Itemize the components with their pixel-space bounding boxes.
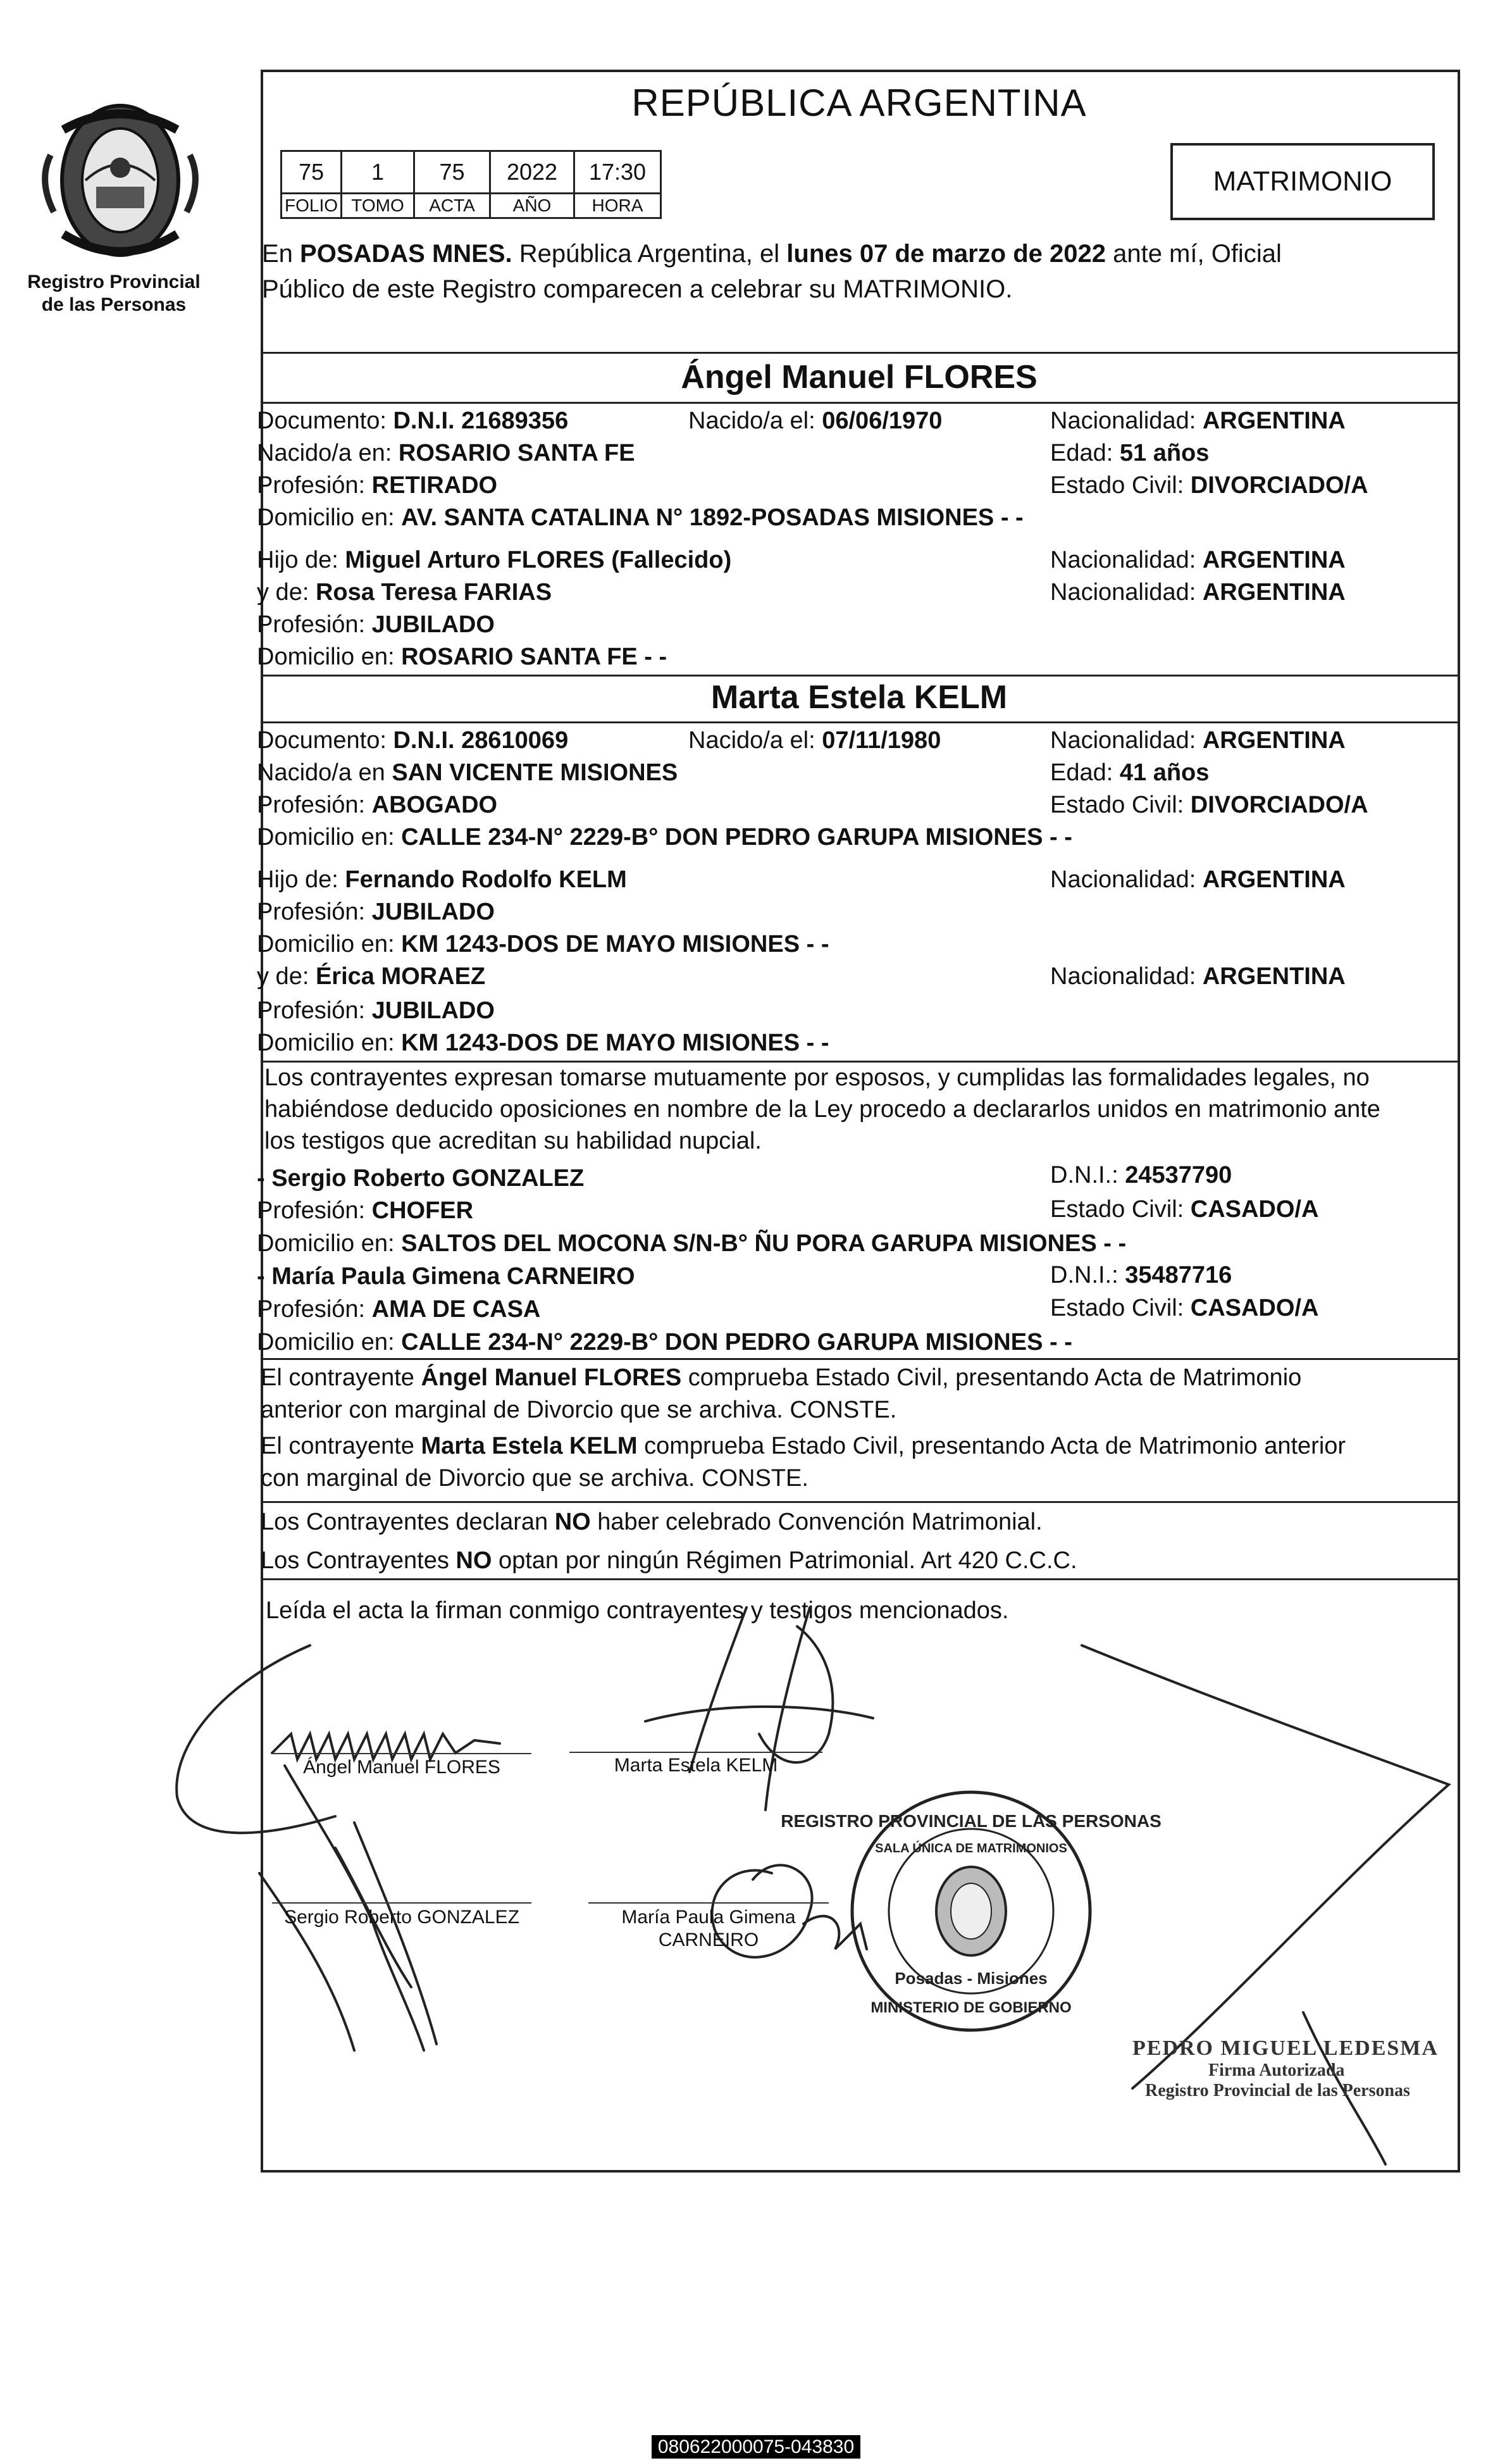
- convention-statement: Los Contrayentes declaran NO haber celebrado Convención Matrimonial.: [261, 1509, 1043, 1535]
- separator: [261, 721, 1458, 723]
- separator: [261, 1358, 1458, 1360]
- spouse1-father: Hijo de: Miguel Arturo FLORES (Fallecido): [257, 547, 732, 573]
- official-signature-block: [1132, 2036, 1439, 2101]
- spouse2-father-nationality: Nacionalidad: ARGENTINA: [1050, 866, 1346, 893]
- spouse1-name-heading: Ángel Manuel FLORES: [681, 359, 1038, 396]
- spouse1-address: Domicilio en: AV. SANTA CATALINA N° 1892-POSADAS MISIONES - -: [257, 504, 1024, 531]
- witness2-dni: D.N.I.: 35487716: [1050, 1262, 1232, 1288]
- signature-stroke: [272, 1734, 500, 1759]
- signature-name-maria: [588, 1906, 829, 1952]
- record-type-box: MATRIMONIO: [1170, 143, 1435, 220]
- spouse2-father-address: Domicilio en: KM 1243-DOS DE MAYO MISIONES - -: [257, 931, 829, 957]
- spouse1-document: Documento: D.N.I. 21689356: [257, 408, 569, 434]
- signature-name-line: CARNEIRO: [658, 1930, 759, 1950]
- official-role: Firma Autorizada: [1208, 2061, 1345, 2080]
- separator: [261, 1578, 1458, 1580]
- witness1-profession: Profesión: CHOFER: [257, 1197, 474, 1224]
- witness1-civil-status: Estado Civil: CASADO/A: [1050, 1196, 1319, 1223]
- province-seal-logo: [25, 92, 215, 272]
- spouse1-birthdate: Nacido/a el: 06/06/1970: [688, 408, 943, 434]
- separator: [261, 675, 1458, 677]
- declaration-line: Los contrayentes expresan tomarse mutuamente por esposos, y cumplidas las formalidades legales, no: [264, 1064, 1370, 1091]
- spouse1-mother-nationality: Nacionalidad: ARGENTINA: [1050, 579, 1346, 606]
- signature-name-marta: Marta Estela KELM: [614, 1755, 778, 1776]
- stamp-inner-text: SALA ÚNICA DE MATRIMONIOS: [875, 1842, 1067, 1855]
- intro-line-1: En POSADAS MNES. República Argentina, el lunes 07 de marzo de 2022 ante mí, Oficial: [262, 240, 1282, 268]
- spouse1-profession: Profesión: RETIRADO: [257, 472, 498, 499]
- separator: [261, 352, 1458, 354]
- stamp-outer-text: REGISTRO PROVINCIAL DE LAS PERSONAS: [781, 1811, 1162, 1831]
- acta-value: 75: [414, 151, 490, 194]
- spouse1-mother: y de: Rosa Teresa FARIAS: [257, 579, 552, 606]
- spouse2-mother-nationality: Nacionalidad: ARGENTINA: [1050, 963, 1346, 990]
- closing-statement: Leída el acta la firman conmigo contrayentes y testigos mencionados.: [266, 1597, 1009, 1624]
- spouse1-age: Edad: 51 años: [1050, 440, 1210, 466]
- footer-code: [0, 2436, 1512, 2458]
- regime-statement: Los Contrayentes NO optan por ningún Régimen Patrimonial. Art 420 C.C.C.: [261, 1547, 1077, 1574]
- signature-stroke: [759, 1626, 833, 1762]
- signature-name-line: María Paula Gimena: [621, 1907, 796, 1928]
- signature-name-angel: Ángel Manuel FLORES: [303, 1757, 500, 1778]
- civil-proof-2-line-2: con marginal de Divorcio que se archiva. CONSTE.: [261, 1465, 809, 1492]
- footer-code-text: 080622000075-043830: [652, 2435, 860, 2459]
- spouse2-father-profession: Profesión: JUBILADO: [257, 899, 495, 925]
- signature-stroke: [354, 1823, 437, 2044]
- spouse2-name-heading: Marta Estela KELM: [710, 679, 1008, 716]
- witness2-civil-status: Estado Civil: CASADO/A: [1050, 1295, 1319, 1321]
- page-title: REPÚBLICA ARGENTINA: [631, 82, 1087, 124]
- registry-stamp: [781, 1781, 1162, 2041]
- signature-name-sergio: Sergio Roberto GONZALEZ: [284, 1907, 519, 1928]
- spouse1-birthplace: Nacido/a en: ROSARIO SANTA FE: [257, 440, 635, 466]
- caption-line-2: de las Personas: [41, 294, 187, 315]
- witness2-address: Domicilio en: CALLE 234-N° 2229-B° DON PEDRO GARUPA MISIONES - -: [257, 1329, 1072, 1356]
- spouse2-mother: y de: Érica MORAEZ: [257, 963, 486, 990]
- spouse2-mother-address: Domicilio en: KM 1243-DOS DE MAYO MISIONES - -: [257, 1030, 829, 1056]
- witness1-name: - Sergio Roberto GONZALEZ: [257, 1165, 585, 1192]
- spouse1-parents-profession: Profesión: JUBILADO: [257, 611, 495, 638]
- caption-line-1: Registro Provincial: [27, 271, 201, 292]
- spouse1-nationality: Nacionalidad: ARGENTINA: [1050, 408, 1346, 434]
- year-label: AÑO: [490, 194, 574, 218]
- spouse2-birthdate: Nacido/a el: 07/11/1980: [688, 727, 941, 754]
- witness2-profession: Profesión: AMA DE CASA: [257, 1296, 541, 1323]
- spouse2-document: Documento: D.N.I. 28610069: [257, 727, 569, 754]
- registry-caption: [13, 271, 215, 316]
- signature-line: [272, 1753, 531, 1754]
- signature-stroke: [690, 1607, 747, 1772]
- folio-value: 75: [282, 151, 342, 194]
- stamp-ministry-text: MINISTERIO DE GOBIERNO: [871, 1999, 1072, 2016]
- signature-stroke: [259, 1873, 354, 2050]
- spouse2-address: Domicilio en: CALLE 234-N° 2229-B° DON PEDRO GARUPA MISIONES - -: [257, 824, 1072, 851]
- spouse2-birthplace: Nacido/a en SAN VICENTE MISIONES: [257, 759, 678, 786]
- witness1-dni: D.N.I.: 24537790: [1050, 1162, 1232, 1188]
- civil-proof-2-line-1: El contrayente Marta Estela KELM comprueba Estado Civil, presentando Acta de Matrimonio anterior: [261, 1433, 1346, 1459]
- spouse2-civil-status: Estado Civil: DIVORCIADO/A: [1050, 792, 1368, 818]
- signature-line: [588, 1902, 829, 1904]
- signature-stroke: [1082, 1645, 1449, 2088]
- spouse2-nationality: Nacionalidad: ARGENTINA: [1050, 727, 1346, 754]
- declaration-line: los testigos que acreditan su habilidad nupcial.: [264, 1128, 762, 1154]
- spouse2-profession: Profesión: ABOGADO: [257, 792, 498, 818]
- record-table: [280, 150, 662, 219]
- misiones-seal-icon: [25, 92, 215, 269]
- civil-proof-1-line-1: El contrayente Ángel Manuel FLORES comprueba Estado Civil, presentando Acta de Matrimonio: [261, 1364, 1302, 1391]
- hour-label: HORA: [574, 194, 661, 218]
- spouse1-civil-status: Estado Civil: DIVORCIADO/A: [1050, 472, 1368, 499]
- declaration-paragraph: [261, 1062, 1453, 1157]
- spouse2-age: Edad: 41 años: [1050, 759, 1210, 786]
- official-office: Registro Provincial de las Personas: [1145, 2081, 1410, 2100]
- separator: [261, 1501, 1458, 1503]
- folio-label: FOLIO: [282, 194, 342, 218]
- tomo-label: TOMO: [342, 194, 414, 218]
- intro-line-2: Público de este Registro comparecen a celebrar su MATRIMONIO.: [262, 275, 1013, 303]
- official-name: PEDRO MIGUEL LEDESMA: [1132, 2036, 1439, 2060]
- signature-line: [272, 1902, 531, 1904]
- tomo-value: 1: [342, 151, 414, 194]
- separator: [261, 402, 1458, 404]
- signature-line: [569, 1752, 822, 1753]
- witness2-name: - María Paula Gimena CARNEIRO: [257, 1263, 635, 1290]
- witness1-address: Domicilio en: SALTOS DEL MOCONA S/N-B° ÑU PORA GARUPA MISIONES - -: [257, 1230, 1127, 1257]
- declaration-line: habiéndose deducido oposiciones en nombre de la Ley procedo a declararlos unidos en matrimonio ante: [264, 1096, 1380, 1123]
- spouse1-parents-address: Domicilio en: ROSARIO SANTA FE - -: [257, 644, 667, 670]
- hour-value: 17:30: [574, 151, 661, 194]
- spouse2-father: Hijo de: Fernando Rodolfo KELM: [257, 866, 627, 893]
- spouse1-father-nationality: Nacionalidad: ARGENTINA: [1050, 547, 1346, 573]
- acta-label: ACTA: [414, 194, 490, 218]
- year-value: 2022: [490, 151, 574, 194]
- spouse2-mother-profession: Profesión: JUBILADO: [257, 997, 495, 1024]
- stamp-city-text: Posadas - Misiones: [895, 1969, 1048, 1988]
- civil-proof-1-line-2: anterior con marginal de Divorcio que se archiva. CONSTE.: [261, 1397, 897, 1423]
- signature-stroke: [645, 1707, 873, 1721]
